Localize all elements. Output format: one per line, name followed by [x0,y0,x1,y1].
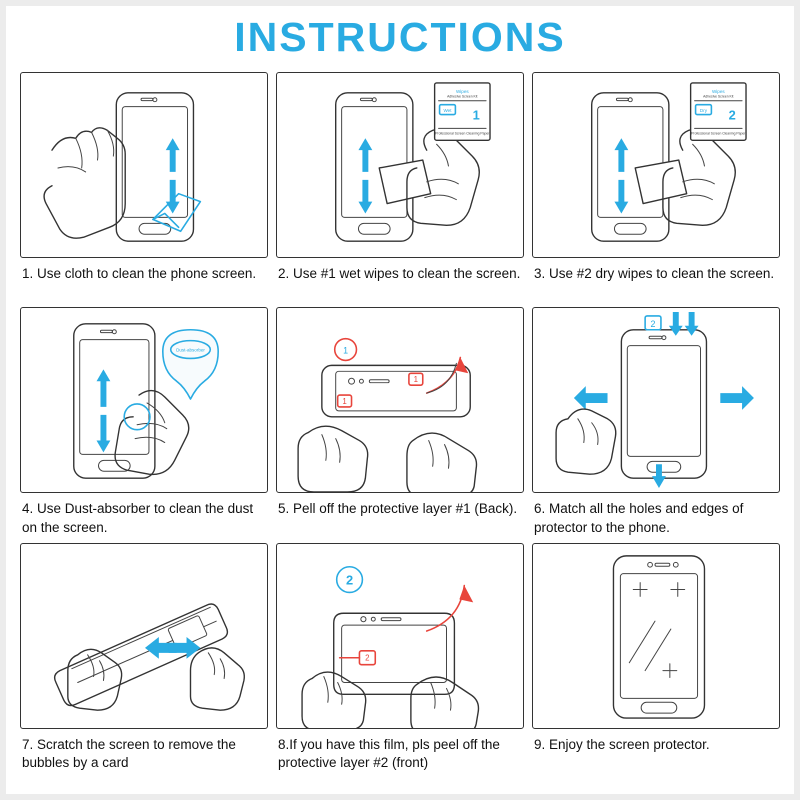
layer-badge-2: 2 [650,319,656,330]
step-3-caption: 3. Use #2 dry wipes to clean the screen. [534,266,775,281]
step-6-caption: 6. Match all the holes and edges of protector to the phone. [534,501,744,535]
step-4 [20,307,268,538]
wipes-packet-title: Wipes [456,88,469,94]
step-2-illustration [276,72,524,258]
step-7-caption: 7. Scratch the screen to remove the bubbles by a card [22,736,236,770]
step-1-illustration [20,72,268,258]
step-5-caption: 5. Pell off the protective layer #1 (Back). [278,501,518,517]
header [6,6,794,68]
step-7 [20,543,268,774]
step-9 [532,543,780,774]
layer-tab-1b: 1 [342,397,347,407]
wipes-packet-subtitle: Adhesive Screen Kit [447,94,478,99]
layer-badge-1: 1 [343,345,349,356]
wipes-packet-subtitle: Adhesive Screen Kit [703,94,734,99]
wipes-packet-title: Wipes [712,88,725,94]
layer-badge-2: 2 [345,572,354,588]
step-2-caption: 2. Use #1 wet wipes to clean the screen. [278,266,521,281]
step-8-illustration [276,543,524,729]
step-6-illustration [532,307,780,493]
steps-grid [6,68,794,784]
step-5 [276,307,524,538]
wipes-packet-type: Wet [443,108,452,114]
layer-tab-1: 1 [413,375,419,385]
dust-absorber-label: Dust-absorber [176,347,205,353]
step-3-illustration [532,72,780,258]
step-1-caption: 1. Use cloth to clean the phone screen. [22,266,257,281]
step-9-illustration [532,543,780,729]
layer-tab-2: 2 [365,653,370,663]
step-1 [20,72,268,303]
step-8-caption: 8.If you have this film, pls peel off the protective layer #2 (front) [278,736,500,770]
wipes-packet-type: Dry [699,108,708,114]
wipes-packet-footer: Professional Screen Cleaning Paper [691,131,746,136]
step-4-illustration [20,307,268,493]
step-9-caption: 9. Enjoy the screen protector. [534,736,710,752]
page-title: INSTRUCTIONS [234,13,566,60]
wipes-packet-number: 2 [728,107,736,123]
step-3 [532,72,780,303]
step-6 [532,307,780,538]
wipes-packet-number: 1 [472,107,480,123]
step-8 [276,543,524,774]
step-4-caption: 4. Use Dust-absorber to clean the dust on the screen. [22,501,254,535]
step-7-illustration [20,543,268,729]
step-5-illustration [276,307,524,493]
step-2 [276,72,524,303]
wipes-packet-footer: Professional Screen Cleaning Paper [435,131,490,136]
